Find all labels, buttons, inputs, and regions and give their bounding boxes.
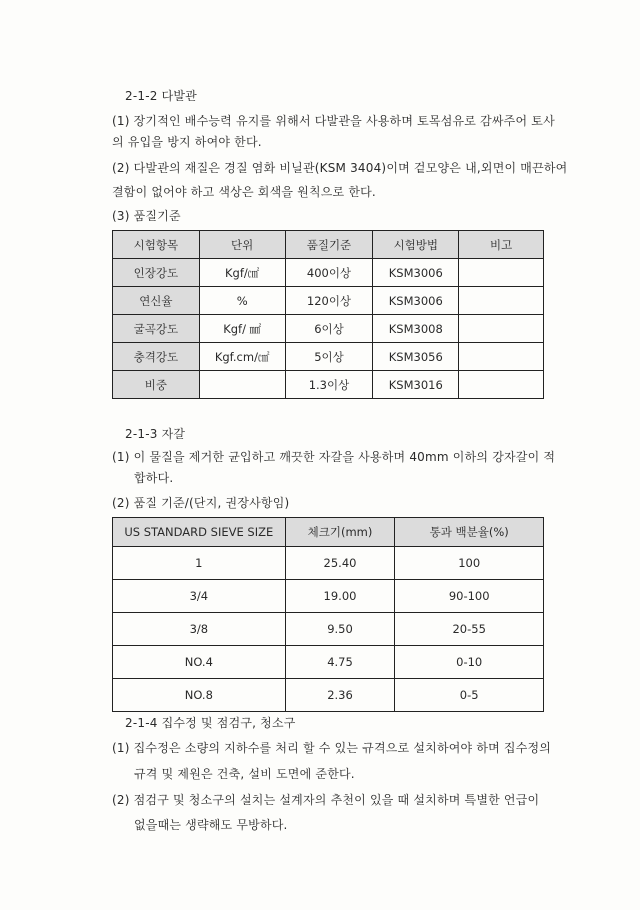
paragraph-2-1-4-1a: (1) 집수정은 소량의 지하수를 처리 할 수 있는 규격으로 설치하여야 하며 집수정의 bbox=[112, 741, 552, 755]
table-cell bbox=[459, 343, 544, 371]
table-row bbox=[113, 580, 544, 613]
table-row bbox=[113, 343, 544, 371]
table-cell: 비중 bbox=[113, 371, 200, 399]
table-cell: 굴곡강도 bbox=[113, 315, 200, 343]
column-header: 비고 bbox=[459, 231, 544, 259]
table-cell: % bbox=[199, 287, 285, 315]
column-header: 통과 백분율(%) bbox=[395, 518, 544, 547]
table-cell bbox=[459, 287, 544, 315]
section-heading-2-1-3: 2-1-3 자갈 bbox=[125, 427, 186, 441]
table-cell bbox=[459, 315, 544, 343]
table-cell: 6이상 bbox=[285, 315, 373, 343]
table-cell: 19.00 bbox=[285, 580, 395, 613]
table-cell: NO.4 bbox=[113, 646, 286, 679]
section-heading-2-1-2: 2-1-2 다발관 bbox=[125, 89, 197, 103]
paragraph-2-1-3-1b: 합하다. bbox=[134, 471, 174, 485]
table-row bbox=[113, 259, 544, 287]
paragraph-2-1-4-2a: (2) 점검구 및 청소구의 설치는 설계자의 추천이 있을 때 설치하며 특별한 언급이 bbox=[112, 793, 540, 807]
paragraph-2-1-4-2b: 없을때는 생략해도 무방하다. bbox=[134, 818, 288, 832]
column-header: 시험방법 bbox=[373, 231, 459, 259]
table-row bbox=[113, 371, 544, 399]
column-header: 체크기(mm) bbox=[285, 518, 395, 547]
table-row bbox=[113, 646, 544, 679]
table-row bbox=[113, 613, 544, 646]
table-cell: 4.75 bbox=[285, 646, 395, 679]
table-cell: 120이상 bbox=[285, 287, 373, 315]
table-cell: 연신율 bbox=[113, 287, 200, 315]
table-cell: Kgf/ ㎟ bbox=[199, 315, 285, 343]
table-cell bbox=[459, 259, 544, 287]
table-cell: NO.8 bbox=[113, 679, 286, 712]
column-header: US STANDARD SIEVE SIZE bbox=[113, 518, 286, 547]
column-header: 시험항목 bbox=[113, 231, 200, 259]
table-cell: 3/4 bbox=[113, 580, 286, 613]
table-cell: KSM3056 bbox=[373, 343, 459, 371]
paragraph-2-1-2-1a: (1) 장기적인 배수능력 유지를 위해서 다발관을 사용하며 토목섬유로 감싸주어 토사 bbox=[112, 114, 555, 128]
paragraph-2-1-2-2b: 결함이 없어야 하고 색상은 회색을 원칙으로 한다. bbox=[112, 185, 376, 199]
table-cell: 90-100 bbox=[395, 580, 544, 613]
paragraph-2-1-4-1b: 규격 및 제원은 건축, 설비 도면에 준한다. bbox=[134, 767, 355, 781]
table-cell: 25.40 bbox=[285, 547, 395, 580]
table-cell: 20-55 bbox=[395, 613, 544, 646]
paragraph-2-1-2-3: (3) 품질기준 bbox=[112, 209, 181, 223]
table-cell: KSM3006 bbox=[373, 259, 459, 287]
table-cell: 인장강도 bbox=[113, 259, 200, 287]
table-row bbox=[113, 679, 544, 712]
table-cell: 0-5 bbox=[395, 679, 544, 712]
table-cell: KSM3008 bbox=[373, 315, 459, 343]
paragraph-2-1-2-2a: (2) 다발관의 재질은 경질 염화 비닐관(KSM 3404)이며 겉모양은 내,외면이 매끈하여 bbox=[112, 161, 568, 175]
quality-standard-table bbox=[112, 230, 544, 399]
table-row bbox=[113, 287, 544, 315]
table-header-row bbox=[113, 518, 544, 547]
table-cell: 9.50 bbox=[285, 613, 395, 646]
table-cell bbox=[459, 371, 544, 399]
paragraph-2-1-3-1a: (1) 이 물질을 제거한 균입하고 깨끗한 자갈을 사용하며 40mm 이하의 강자갈이 적 bbox=[112, 450, 556, 464]
column-header: 품질기준 bbox=[285, 231, 373, 259]
table-row bbox=[113, 547, 544, 580]
table-cell bbox=[199, 371, 285, 399]
paragraph-2-1-3-2: (2) 품질 기준/(단지, 권장사항임) bbox=[112, 496, 290, 510]
table-cell: 1.3이상 bbox=[285, 371, 373, 399]
gravel-sieve-table bbox=[112, 517, 544, 712]
table-cell: 400이상 bbox=[285, 259, 373, 287]
table-cell: 충격강도 bbox=[113, 343, 200, 371]
table-row bbox=[113, 315, 544, 343]
table-cell: 1 bbox=[113, 547, 286, 580]
section-heading-2-1-4: 2-1-4 집수정 및 점검구, 청소구 bbox=[125, 716, 296, 730]
paragraph-2-1-2-1b: 의 유입을 방지 하여야 한다. bbox=[112, 135, 262, 149]
table-header-row bbox=[113, 231, 544, 259]
table-cell: KSM3006 bbox=[373, 287, 459, 315]
table-cell: 0-10 bbox=[395, 646, 544, 679]
table-cell: Kgf/㎠ bbox=[199, 259, 285, 287]
table-cell: 100 bbox=[395, 547, 544, 580]
table-cell: 2.36 bbox=[285, 679, 395, 712]
column-header: 단위 bbox=[199, 231, 285, 259]
table-cell: Kgf.cm/㎠ bbox=[199, 343, 285, 371]
table-cell: 3/8 bbox=[113, 613, 286, 646]
table-cell: KSM3016 bbox=[373, 371, 459, 399]
table-cell: 5이상 bbox=[285, 343, 373, 371]
